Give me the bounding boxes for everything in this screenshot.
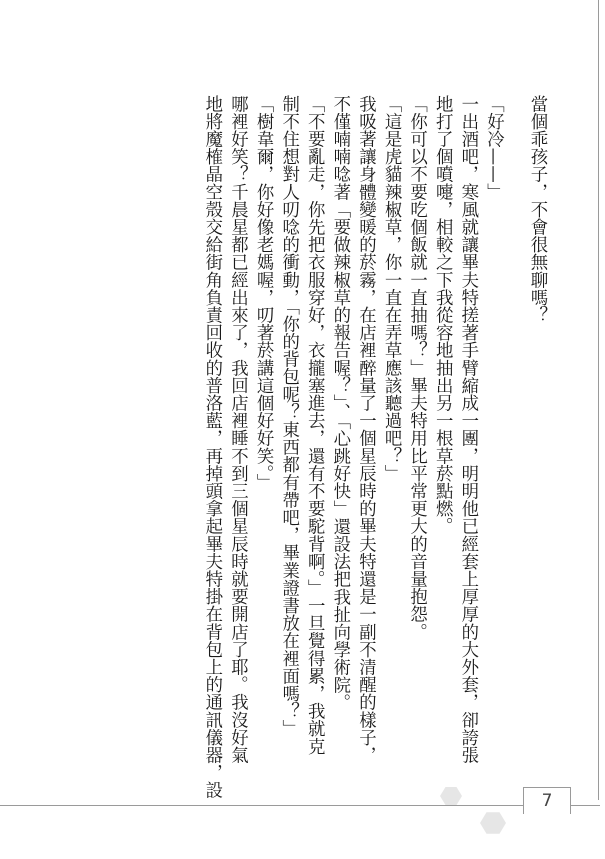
text-line: 地打了個噴嚏，相較之下我從容地抽出另一根草菸點燃。 [432,95,453,535]
text-line: 「你可以不要吃個飯就一直抽嗎？」畢夫特用比平常更大的音量抱怨。 [406,95,427,641]
vertical-text-block [198,95,549,799]
text-line: 哪裡好笑？千晨星都已經出來了，我回店裡睡不到三個星辰時就要開店了耶。我沒好氣 [227,95,248,764]
text-line: 我吸著讓身體變暖的菸霧，在店裡醉量了一個星辰時的畢夫特還是一副不清醒的樣子， [355,95,376,764]
page-edge [598,0,599,800]
text-line: 地將魔榷晶空殼交給街角負責回收的普洛藍，再掉頭拿起畢夫特掛在背包上的通訊儀器，設 [201,95,222,799]
text-line: 「樹韋爾，你好像老媽喔，叨著菸講這個好好笑。」 [253,95,274,492]
text-line: 制不住想對人叨唸的衝動，「你的背包呢？東西都有帶吧，畢業證書放在裡面嗎？」 [278,95,299,738]
text-line: 「不要亂走，你先把衣服穿好，衣攏塞進去，還有不要駝背啊。」一旦覺得累，我就克 [304,95,325,756]
text-line: 當個乖孩子，不會很無聊嗎？ [527,95,547,324]
text-line: 「好冷——」 [483,95,504,201]
text-line: 不僅喃喃唸著「要做辣椒草的報告喔？」、「心跳好快」還設法把我扯向學術院。 [329,95,350,712]
paragraph-gap [505,95,523,745]
footer-rule [0,805,600,806]
text-line: 「這是虎貓辣椒草，你一直在弄草應該聽過吧？」 [381,95,402,483]
text-line: 一出酒吧，寒風就讓畢夫特搓著手臂縮成一團，明明他已經套上厚厚的大外套，卻誇張 [457,95,478,764]
hexagon-decoration [440,786,462,806]
hexagon-decoration [480,811,506,835]
page-number: 7 [523,787,571,814]
